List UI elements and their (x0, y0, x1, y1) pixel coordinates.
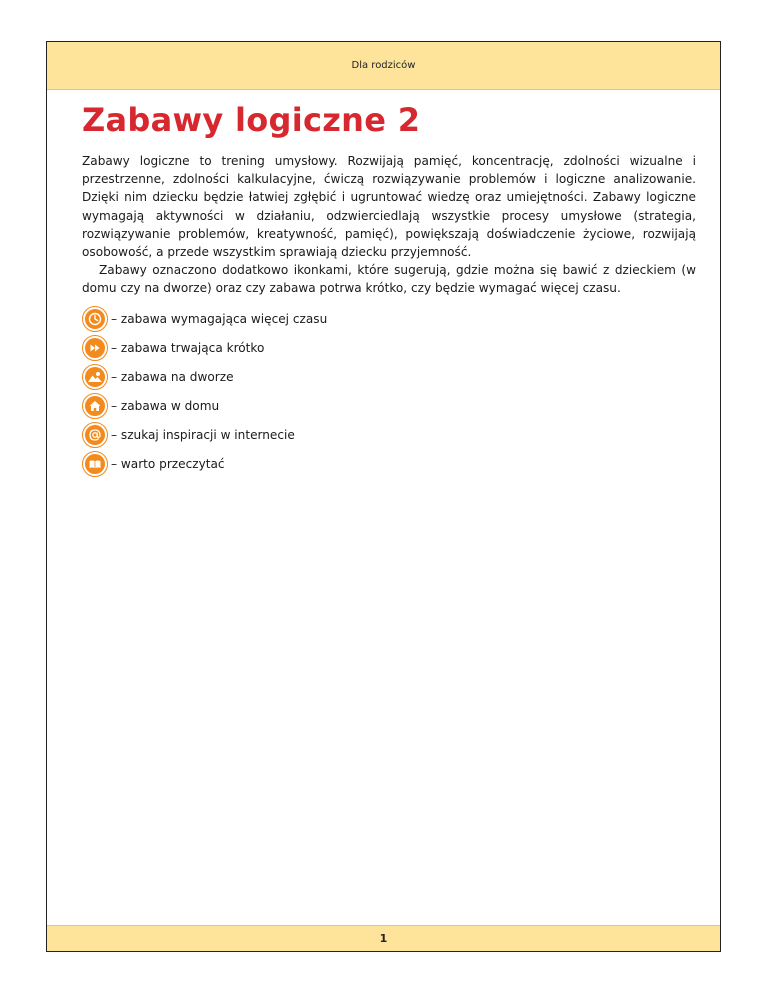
legend-label: – zabawa wymagająca więcej czasu (111, 311, 328, 326)
page-title: Zabawy logiczne 2 (82, 101, 421, 139)
legend-item-reading (82, 449, 582, 478)
book-icon (82, 451, 108, 477)
legend-item-long-time (82, 304, 582, 333)
legend-item-short-time (82, 333, 582, 362)
page (46, 41, 721, 952)
fast-forward-icon (82, 335, 108, 361)
header-band (47, 42, 720, 90)
outdoor-landscape-icon (82, 364, 108, 390)
icon-legend (82, 304, 582, 478)
page-number: 1 (379, 932, 388, 945)
clock-icon (82, 306, 108, 332)
paragraph-1: Zabawy logiczne to trening umysłowy. Rozwijają pamięć, koncentrację, zdolności wizualne i przestrzenne, zdolności kalkulacyjne, ćwiczą rozwiązywanie problemów i logiczne analizowanie. Dzięki nim dziecku będzie łatwiej zgłębić i ugruntować wiedzę oraz umiejętności. Zabawy logiczne wymagają aktywności w działaniu, odzwierciedlają wszystkie procesy umysłowe (strategia, rozwiązywanie problemów, kreatywność, pamięć), powiększają doświadczenie życiowe, rozwijają osobowość, a przede wszystkim sprawiają dziecku przyjemność. (82, 154, 696, 260)
intro-text (82, 152, 696, 298)
legend-label: – zabawa w domu (111, 398, 220, 413)
header-label: Dla rodziców (351, 60, 416, 71)
legend-item-outdoor (82, 362, 582, 391)
legend-label: – zabawa trwająca krótko (111, 340, 265, 355)
legend-item-internet (82, 420, 582, 449)
house-icon (82, 393, 108, 419)
footer-band (47, 925, 720, 951)
legend-label: – zabawa na dworze (111, 369, 234, 384)
legend-label: – warto przeczytać (111, 456, 225, 471)
paragraph-2: Zabawy oznaczono dodatkowo ikonkami, które sugerują, gdzie można się bawić z dzieckiem (w domu czy na dworze) oraz czy zabawa potrwa krótko, czy będzie wymagać więcej czasu. (82, 263, 696, 296)
legend-label: – szukaj inspiracji w internecie (111, 427, 295, 442)
legend-item-home (82, 391, 582, 420)
at-sign-icon (82, 422, 108, 448)
